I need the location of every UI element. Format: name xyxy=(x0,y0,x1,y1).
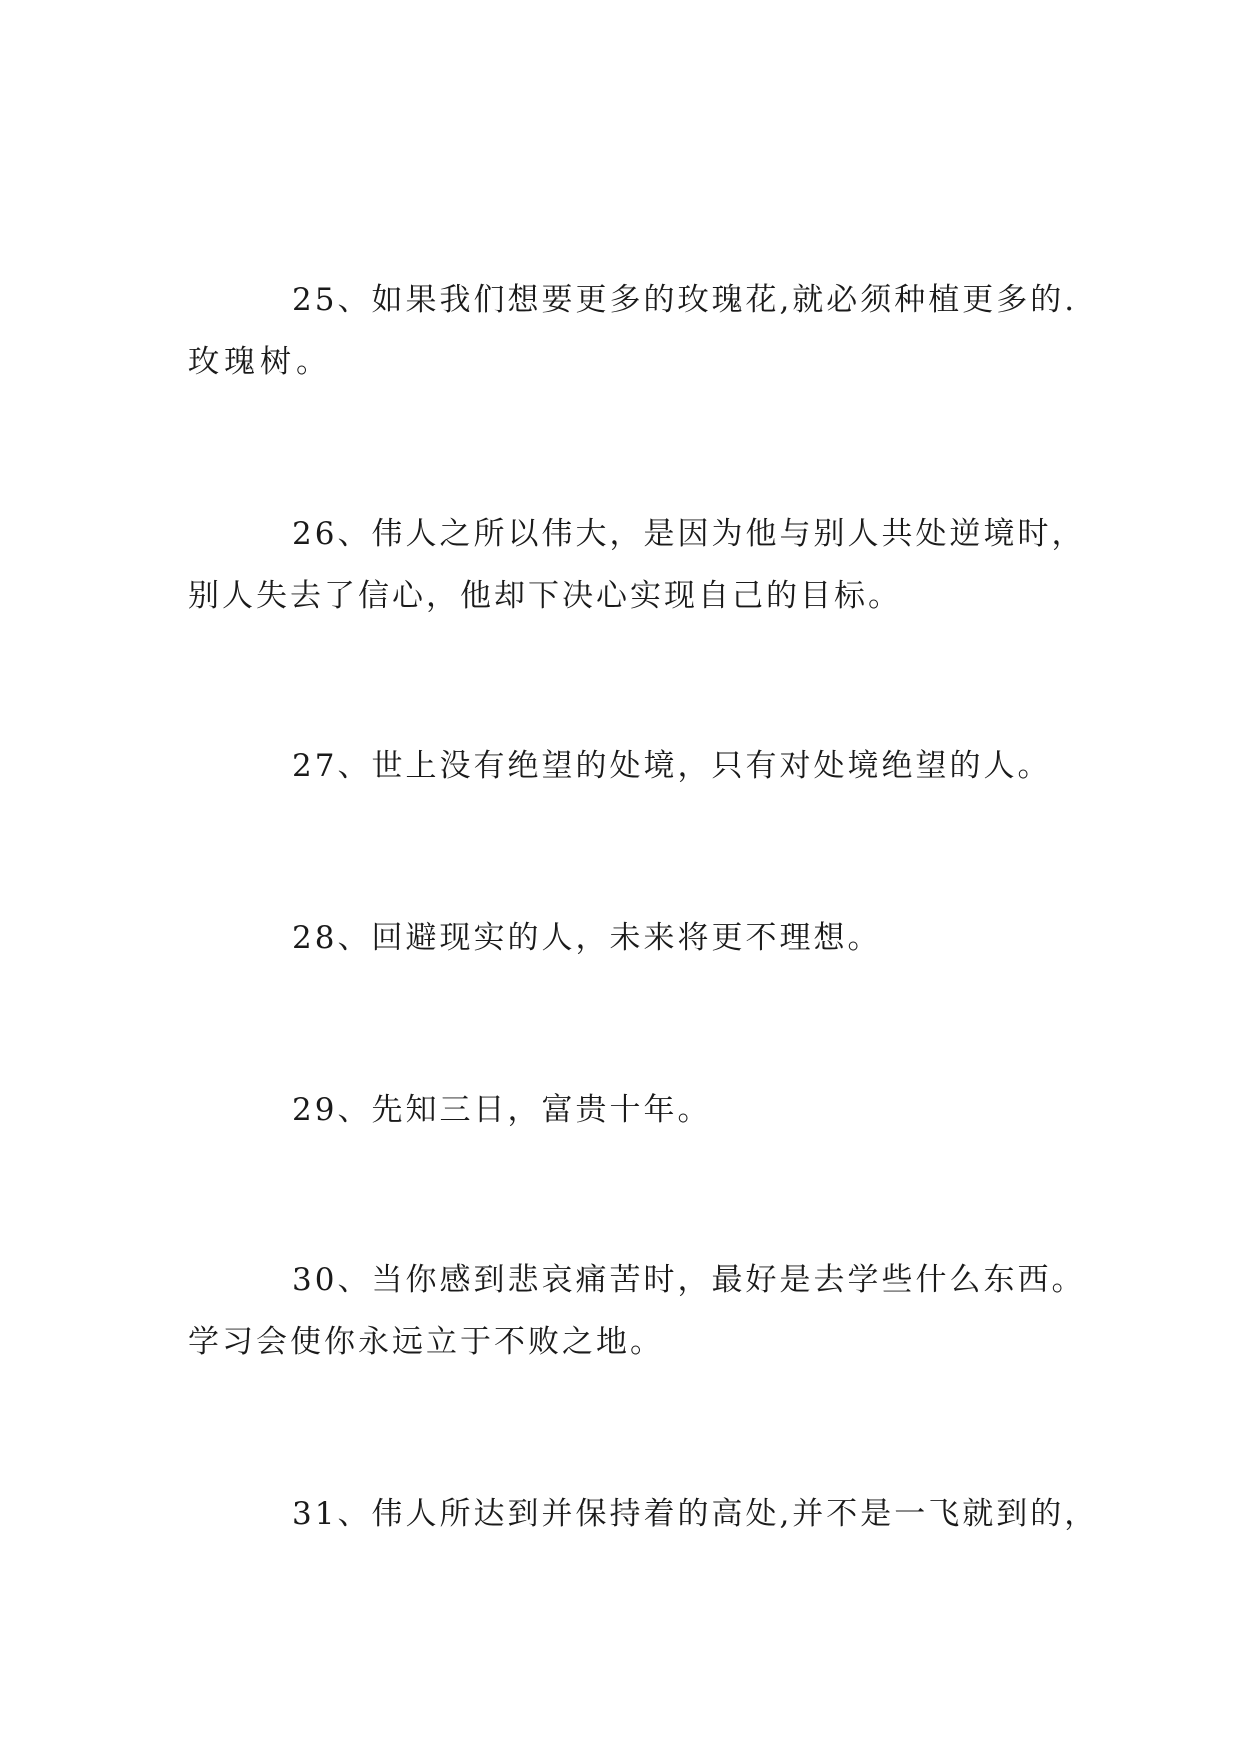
paragraph-29-line-1: 29、先知三日，富贵十年。 xyxy=(292,1092,712,1128)
paragraph-25-line-1: 25、如果我们想要更多的玫瑰花,就必须种植更多的. xyxy=(292,282,1078,318)
paragraph-30-line-1: 30、当你感到悲哀痛苦时，最好是去学些什么东西。 xyxy=(292,1262,1086,1298)
paragraph-28-line-1: 28、回避现实的人，未来将更不理想。 xyxy=(292,920,882,956)
paragraph-26-line-2: 别人失去了信心，他却下决心实现自己的目标。 xyxy=(188,578,902,614)
paragraph-26-line-1: 26、伟人之所以伟大，是因为他与别人共处逆境时， xyxy=(292,516,1086,552)
paragraph-30-line-2: 学习会使你永远立于不败之地。 xyxy=(188,1324,664,1360)
paragraph-31-line-1: 31、伟人所达到并保持着的高处,并不是一飞就到的， xyxy=(292,1496,1099,1532)
paragraph-27-line-1: 27、世上没有绝望的处境，只有对处境绝望的人。 xyxy=(292,748,1052,784)
paragraph-25-line-2: 玫瑰树。 xyxy=(188,344,332,380)
